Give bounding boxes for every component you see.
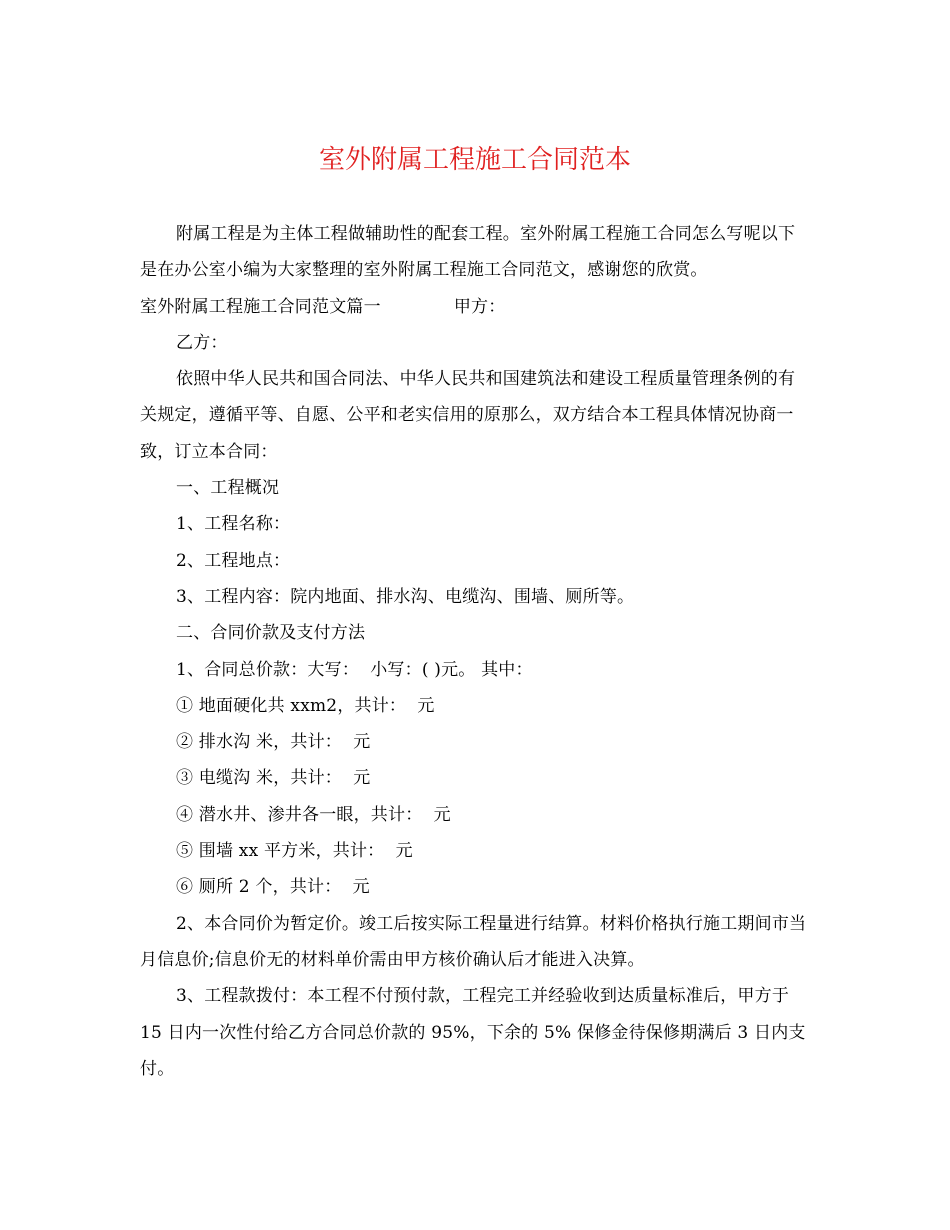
list-item-ground-hardening: ① 地面硬化共 xxm2，共计： 元 <box>176 695 435 716</box>
paragraph-project-location: 2、工程地点： <box>176 550 291 571</box>
paragraph-party-b: 乙方： <box>176 332 228 353</box>
list-item-toilets: ⑥ 厕所 2 个，共计： 元 <box>176 877 370 898</box>
document-body <box>140 216 812 1087</box>
list-item-drainage-ditch: ② 排水沟 米，共计： 元 <box>176 732 371 753</box>
list-item-wells: ④ 潜水井、渗井各一眼，共计： 元 <box>176 804 451 825</box>
paragraph-project-content: 3、工程内容：院内地面、排水沟、电缆沟、围墙、厕所等。 <box>176 586 635 607</box>
list-item-wall: ⑤ 围墙 xx 平方米，共计： 元 <box>176 841 413 862</box>
paragraph-payment-terms: 3、工程款拨付：本工程不付预付款，工程完工并经验收到达质量标准后，甲方于 15 日内一次性付给乙方合同总价款的 95%，下余的 5% 保修金待保修期满后 3 日内支付。 <box>140 986 806 1079</box>
list-item-cable-trench: ③ 电缆沟 米，共计： 元 <box>176 768 371 789</box>
heading-contract-price: 二、合同价款及支付方法 <box>176 623 366 644</box>
paragraph-legal-basis: 依照中华人民共和国合同法、中华人民共和国建筑法和建设工程质量管理条例的有关规定，遵循平等、自愿、公平和老实信用的原那么，双方结合本工程具体情况协商一致，订立本合同： <box>140 369 796 462</box>
heading-project-overview: 一、工程概况 <box>176 478 280 499</box>
paragraph-total-price: 1、合同总价款：大写： 小写：( )元。 其中： <box>176 659 533 680</box>
paragraph-section-heading: 室外附属工程施工合同范文篇一 甲方： <box>140 296 506 317</box>
paragraph-project-name: 1、工程名称： <box>176 514 291 535</box>
document-title: 室外附属工程施工合同范本 <box>318 145 631 175</box>
paragraph-provisional-price: 2、本合同价为暂定价。竣工后按实际工程量进行结算。材料价格执行施工期间市当月信息价;信息价无的材料单价需由甲方核价确认后才能进入决算。 <box>140 913 807 970</box>
paragraph-intro: 附属工程是为主体工程做辅助性的配套工程。室外附属工程施工合同怎么写呢以下是在办公室小编为大家整理的室外附属工程施工合同范文，感谢您的欣赏。 <box>140 224 796 281</box>
